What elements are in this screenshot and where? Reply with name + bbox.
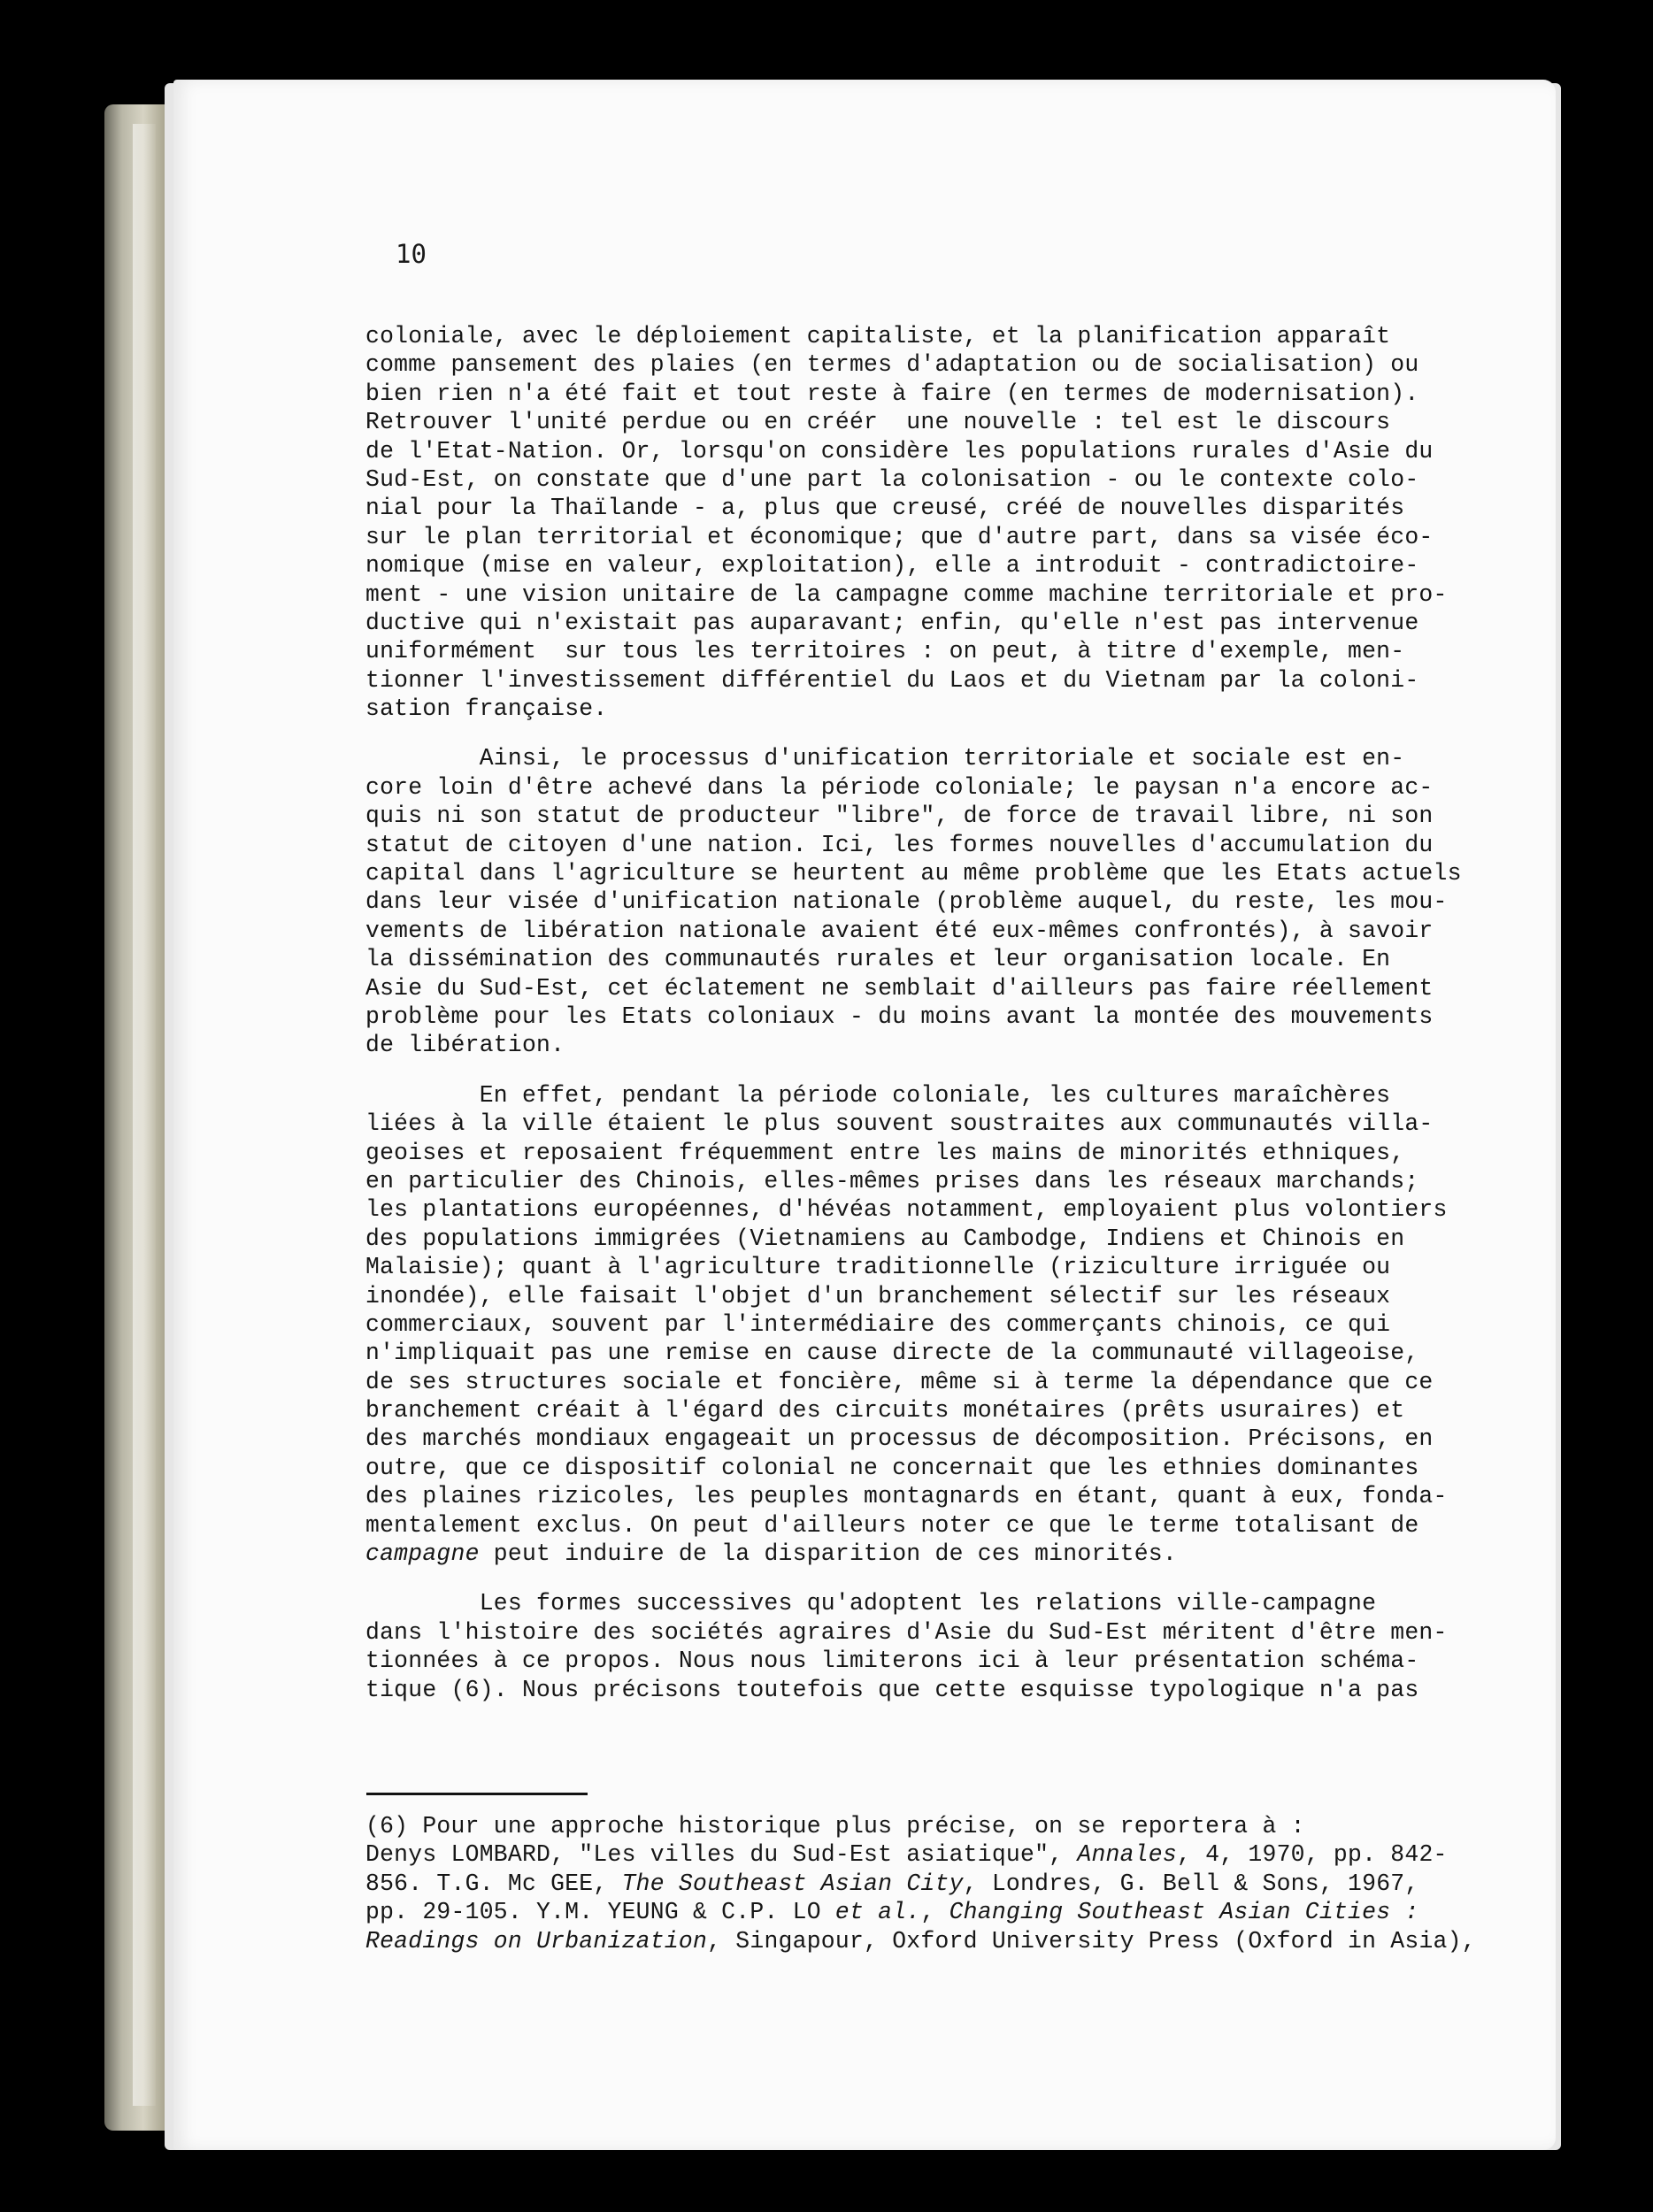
italic-title: Readings on Urbanization [365, 1927, 708, 1955]
text-line: Asie du Sud-Est, cet éclatement ne semblait d'ailleurs pas faire réellement [365, 974, 1434, 1002]
text-line: n'impliquait pas une remise en cause directe de la communauté villageoise, [365, 1340, 1419, 1367]
text-line: coloniale, avec le déploiement capitaliste, et la planification apparaît [365, 323, 1391, 349]
text-fragment: Denys LOMBARD, "Les villes du Sud-Est asiatique", [365, 1841, 1078, 1869]
text-line: En effet, pendant la période coloniale, les cultures maraîchères [365, 1081, 1391, 1109]
text-line: sur le plan territorial et économique; que d'autre part, dans sa visée éco- [365, 523, 1434, 550]
text-line: vements de libération nationale avaient été eux-mêmes confrontés), à savoir [365, 917, 1434, 944]
text-line: nial pour la Thaïlande - a, plus que creusé, créé de nouvelles disparités [365, 495, 1405, 522]
text-line: des marchés mondiaux engageait un processus de décomposition. Précisons, en [365, 1425, 1434, 1453]
italic-term: campagne [365, 1540, 480, 1568]
text-line: quis ni son statut de producteur "libre", de force de travail libre, ni son [365, 803, 1434, 830]
binding-highlight [133, 124, 156, 2106]
text-line: mentalement exclus. On peut d'ailleurs noter ce que le terme totalisant de [365, 1511, 1419, 1539]
text-line: tionnées à ce propos. Nous nous limiterons ici à leur présentation schéma- [365, 1647, 1419, 1675]
italic-title: The Southeast Asian City [621, 1870, 964, 1897]
text-line: outre, que ce dispositif colonial ne concernait que les ethnies dominantes [365, 1454, 1419, 1481]
italic-text: et al. [834, 1899, 921, 1926]
text-line: geoises et reposaient fréquemment entre les mains de minorités ethniques, [365, 1139, 1405, 1166]
text-line [365, 1540, 1472, 1568]
text-line: comme pansement des plaies (en termes d'adaptation ou de socialisation) ou [365, 351, 1419, 379]
text-line: core loin d'être achevé dans la période coloniale; le paysan n'a encore ac- [365, 773, 1434, 801]
text-line: inondée), elle faisait l'objet d'un branchement sélectif sur les réseaux [365, 1282, 1391, 1310]
text-line: Sud-Est, on constate que d'une part la colonisation - ou le contexte colo- [365, 465, 1419, 493]
text-line: statut de citoyen d'une nation. Ici, les formes nouvelles d'accumulation du [365, 831, 1434, 858]
paragraph-gap [365, 1568, 1472, 1589]
text-line: tionner l'investissement différentiel du Laos et du Vietnam par la coloni- [365, 666, 1419, 694]
text-line: commerciaux, souvent par l'intermédiaire des commerçants chinois, ce qui [365, 1310, 1391, 1338]
text-line: branchement créait à l'égard des circuits monétaires (prêts usuraires) et [365, 1397, 1405, 1425]
text-line: de ses structures sociale et foncière, même si à terme la dépendance que ce [365, 1368, 1434, 1395]
footnote [365, 1812, 1480, 1955]
text-fragment: peut induire de la disparition de ces minorités. [479, 1540, 1177, 1568]
text-line: dans l'histoire des sociétés agraires d'Asie du Sud-Est méritent d'être men- [365, 1618, 1448, 1646]
footnote-line: (6) Pour une approche historique plus précise, on se reportera à : [365, 1813, 1305, 1839]
text-line: bien rien n'a été fait et tout reste à faire (en termes de modernisation). [365, 380, 1419, 407]
text-fragment: , Singapour, Oxford University Press (Oxford in Asia), [707, 1927, 1476, 1955]
footnote-line [365, 1840, 1480, 1869]
text-line: liées à la ville étaient le plus souvent soustraites aux communautés villa- [365, 1110, 1434, 1138]
text-fragment: , [920, 1899, 950, 1926]
text-line: sation française. [365, 695, 608, 723]
text-line: ductive qui n'existait pas auparavant; enfin, qu'elle n'est pas intervenue [365, 609, 1419, 636]
text-line: de l'Etat-Nation. Or, lorsqu'on considère les populations rurales d'Asie du [365, 437, 1434, 465]
text-line: des populations immigrées (Vietnamiens au Cambodge, Indiens et Chinois en [365, 1225, 1405, 1252]
footnote-separator [366, 1793, 588, 1795]
footnote-line [365, 1870, 1480, 1898]
text-line: dans leur visée d'unification nationale (problème auquel, du reste, les mou- [365, 888, 1448, 916]
text-line: ment - une vision unitaire de la campagne comme machine territoriale et pro- [365, 580, 1448, 608]
text-line: des plaines rizicoles, les peuples montagnards en étant, quant à eux, fonda- [365, 1483, 1448, 1510]
paragraph-2 [365, 744, 1472, 1059]
footnote-line [365, 1898, 1480, 1926]
paragraph-3 [365, 1081, 1472, 1569]
text-line: capital dans l'agriculture se heurtent au même problème que les Etats actuels [365, 860, 1462, 887]
text-line: Les formes successives qu'adoptent les relations ville-campagne [365, 1590, 1377, 1617]
body-text [365, 322, 1472, 1704]
paragraph-gap [365, 723, 1472, 744]
text-line: Ainsi, le processus d'unification territoriale et sociale est en- [365, 745, 1405, 772]
text-fragment: , Londres, G. Bell & Sons, 1967, [963, 1870, 1419, 1897]
text-line: problème pour les Etats coloniaux - du moins avant la montée des mouvements [365, 1002, 1434, 1030]
text-line: en particulier des Chinois, elles-mêmes prises dans les réseaux marchands; [365, 1167, 1419, 1194]
text-line: uniformément sur tous les territoires : on peut, à titre d'exemple, men- [365, 638, 1405, 665]
text-fragment: , 4, 1970, pp. 842- [1176, 1841, 1448, 1869]
footnote-line [365, 1927, 1480, 1955]
text-line: tique (6). Nous précisons toutefois que cette esquisse typologique n'a pas [365, 1676, 1419, 1703]
page-number: 10 [396, 239, 427, 269]
text-line: les plantations européennes, d'hévéas notamment, employaient plus volontiers [365, 1196, 1448, 1224]
paragraph-4 [365, 1589, 1472, 1704]
italic-title: Changing Southeast Asian Cities : [949, 1899, 1419, 1926]
paragraph-1 [365, 322, 1472, 723]
text-line: Malaisie); quant à l'agriculture traditionnelle (riziculture irriguée ou [365, 1254, 1391, 1281]
italic-title: Annales [1077, 1841, 1177, 1869]
text-line: la dissémination des communautés rurales et leur organisation locale. En [365, 946, 1391, 973]
text-line: nomique (mise en valeur, exploitation), elle a introduit - contradictoire- [365, 552, 1419, 580]
text-fragment: 856. T.G. Mc GEE, [365, 1870, 622, 1897]
paragraph-gap [365, 1060, 1472, 1081]
text-line: de libération. [365, 1032, 565, 1059]
text-line: Retrouver l'unité perdue ou en créér une nouvelle : tel est le discours [365, 409, 1391, 436]
text-fragment: pp. 29-105. Y.M. YEUNG & C.P. LO [365, 1899, 835, 1926]
